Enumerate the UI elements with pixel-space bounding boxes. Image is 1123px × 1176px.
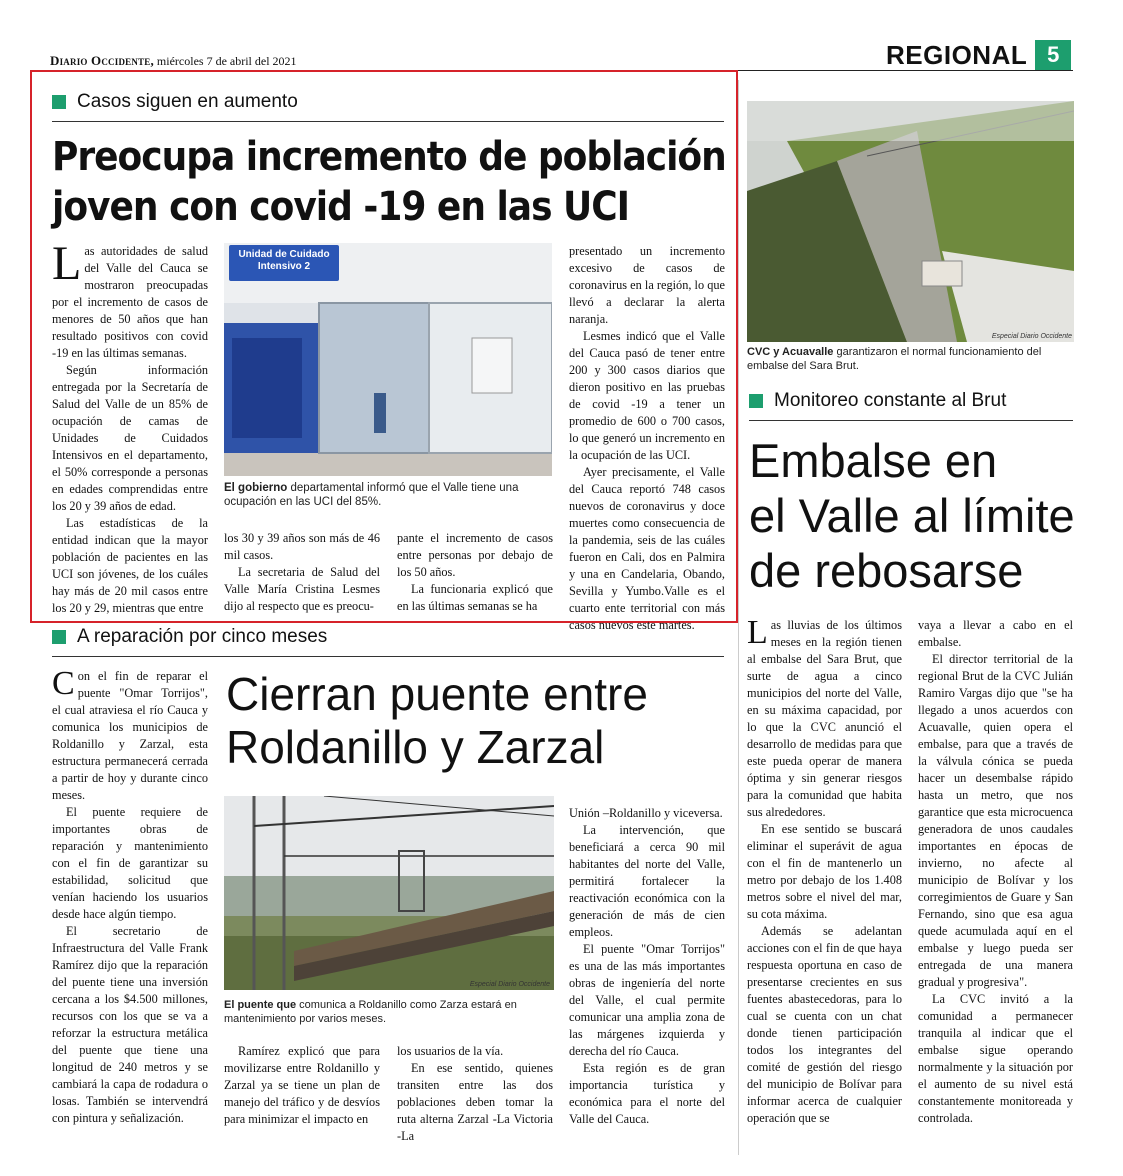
story1-caption-lead: El gobierno bbox=[224, 482, 288, 494]
kicker-square-icon bbox=[52, 630, 66, 644]
kicker-square-icon bbox=[749, 394, 763, 408]
column-rule bbox=[738, 80, 739, 1155]
section-label: REGIONAL bbox=[886, 40, 1028, 70]
story3-caption-lead: CVC y Acuavalle bbox=[747, 346, 834, 358]
story3-c1p3: Además se adelantan acciones con el fin de que haya respuesta oportuna en caso de presentarse crecientes en sus fuentes abastecedoras, para lo cual se cuenta con un chat donde tienen participación todos los integrantes del comité de gestión del riesgo del municipio de Bolívar para informar acerca de cualquier operación que se bbox=[747, 924, 902, 1125]
story1-headline-line1: Preocupa incremento de población bbox=[52, 134, 726, 180]
story1-col4 bbox=[569, 243, 725, 634]
story2-col3 bbox=[397, 1043, 553, 1145]
story1-c3p2: La funcionaria explicó que en las últimas semanas se ha bbox=[397, 582, 553, 613]
story1-kicker bbox=[52, 91, 298, 113]
story2-c1p3: El secretario de Infraestructura del Valle Frank Ramírez dijo que la reparación del puente tiene una inversión cercana a los $4.500 millones, recursos con los que se va a reforzar la estructura metálica del puente que tiene una longitud de 240 metros y se cambiará la capa de rodadura o losas. También se intervendrá con pintura y señalización. bbox=[52, 924, 208, 1125]
story1-photo bbox=[224, 243, 552, 476]
story2-photo-credit: Especial Diario Occidente bbox=[469, 981, 550, 988]
story1-kicker-rule bbox=[52, 121, 724, 122]
story3-caption bbox=[747, 345, 1074, 373]
story3-caption-text: garantizaron el normal funcionamiento del embalse del Sara Brut. bbox=[747, 346, 1042, 372]
story1-col3 bbox=[397, 530, 553, 615]
story1-caption bbox=[224, 481, 554, 509]
story3-c2p1: vaya a llevar a cabo en el embalse. bbox=[918, 618, 1073, 649]
story2-headline bbox=[226, 668, 648, 774]
story1-col1 bbox=[52, 237, 208, 617]
story2-headline-line2: Roldanillo y Zarzal bbox=[226, 721, 605, 773]
story1-c1p1: as autoridades de salud del Valle del Cauca se mostraron preocupadas por el incremento de casos de menores de 50 años que han resultado positivos con covid -19 en las últimas semanas. bbox=[52, 244, 208, 360]
story2-c4p2: La intervención, que beneficiará a cerca 90 mil habitantes del norte del Valle, permitirá fortalecer la reactivación económica con la generación de más de cien empleos. bbox=[569, 823, 725, 939]
story3-drop-cap: L bbox=[747, 614, 768, 651]
story3-c2p2: El director territorial de la regional Brut de la CVC Julián Ramiro Vargas dijo que "se ha llegado a unos acuerdos con Acuavalle, quien opera el embalse, para que a través de la válvula cónica se pueda hacer un desembalse rápido hasta un metro, que nos garantice que esta microcuenca generadora de unos caudales importantes en épocas de invierno, no afecte al municipio de Bolívar y los corregimientos de Guare y San Fernando, sino que esa agua quede acumulada aquí en el embalse y luego pueda ser entregada de una manera gradual y progresiva". bbox=[918, 652, 1073, 989]
story2-caption-text: comunica a Roldanillo como Zarza estará en mantenimiento por varios meses. bbox=[224, 999, 517, 1025]
photo-sign: Unidad de Cuidado Intensivo 2 bbox=[238, 249, 330, 272]
story2-c2p1: Ramírez explicó que para movilizarse entre Roldanillo y Zarzal ya se tiene un plan de manejo del tráfico y de desvíos para minimizar el impacto en bbox=[224, 1044, 380, 1126]
story2-caption bbox=[224, 998, 554, 1026]
story2-c4p4: Esta región es de gran importancia turística y económica para el norte del Valle del Cauca. bbox=[569, 1061, 725, 1126]
story2-kicker bbox=[52, 626, 327, 648]
story3-col1 bbox=[747, 614, 902, 1127]
story2-kicker-text: A reparación por cinco meses bbox=[77, 626, 328, 647]
story2-col1 bbox=[52, 665, 208, 1127]
story1-headline bbox=[52, 132, 726, 232]
story3-headline-line3: de rebosarse bbox=[749, 544, 1024, 597]
story1-c4p1: presentado un incremento excesivo de casos de coronavirus en la región, lo que llevó a declarar la alerta naranja. bbox=[569, 244, 725, 326]
story3-photo bbox=[747, 101, 1074, 342]
story3-c2p3: La CVC invitó a la comunidad a permanecer tranquila al indicar que el embalse sigue operando normalmente y la situación por el aumento de su nivel está constantemente monitoreada y controlada. bbox=[918, 992, 1073, 1125]
story2-photo bbox=[224, 796, 554, 990]
story3-col2 bbox=[918, 617, 1073, 1127]
story1-c4p2: Lesmes indicó que el Valle del Cauca pasó de tener entre 200 y 300 casos diarios que dieron positivo en las pruebas de covid -19 a tener un promedio de 600 o 700 casos, lo que generó un incremento en la ocupación de las UCI. bbox=[569, 329, 725, 462]
story2-col4 bbox=[569, 805, 725, 1128]
story3-photo-credit: Especial Diario Occidente bbox=[991, 333, 1072, 340]
story2-c1p2: El puente requiere de importantes obras de reparación y mantenimiento con el fin de garantizar su estabilidad, solicitud que venían haciendo los usuarios desde hace algún tiempo. bbox=[52, 805, 208, 921]
story1-c2p1: los 30 y 39 años son más de 46 mil casos. bbox=[224, 531, 380, 562]
story3-headline-line1: Embalse en bbox=[749, 434, 998, 487]
story1-c3p1: pante el incremento de casos entre personas por debajo de los 50 años. bbox=[397, 531, 553, 579]
story3-c1p1: as lluvias de los últimos meses en la región tienen al embalse del Sara Brut, que surte de agua a cinco municipios del norte del Valle, en su máxima capacidad, por lo que la CVC anunció el desarrollo de medidas para que este pueda operar de manera óptima y sin generar riesgos para la comunidad que habita sus alrededores. bbox=[747, 618, 902, 819]
story3-kicker-rule bbox=[749, 420, 1073, 421]
kicker-square-icon bbox=[52, 95, 66, 109]
story1-drop-cap: L bbox=[52, 237, 82, 290]
story1-c1p2: Según información entregada por la Secretaría de Salud del Valle de un 85% de ocupación de camas de Unidades de Cuidados Intensivos en el departamento, el 50% corresponde a personas en edades comprendidas entre los 20 y 39 años de edad. bbox=[52, 363, 208, 513]
paper-name: Diario Occidente, bbox=[50, 53, 154, 68]
story1-c2p2: La secretaria de Salud del Valle María Cristina Lesmes dijo al respecto que es preocu- bbox=[224, 565, 380, 613]
story1-col2 bbox=[224, 530, 380, 615]
section-header bbox=[886, 40, 1071, 70]
story3-headline-line2: el Valle al límite bbox=[749, 489, 1075, 542]
story1-caption-text: departamental informó que el Valle tiene una ocupación en las UCI del 85%. bbox=[224, 482, 519, 508]
edition-date: miércoles 7 de abril del 2021 bbox=[156, 54, 297, 68]
story1-c4p3: Ayer precisamente, el Valle del Cauca reportó 748 casos nuevos de coronavirus y doce muertes como consecuencia de la pandemia, seis de las cuáles fueron en Cali, dos en Palmira y una en Candelaria, Obando, Sevilla y Yumbo.Valle es el cuarto ente territorial con más casos nuevos este martes. bbox=[569, 465, 725, 632]
story2-c3p1: los usuarios de la vía. bbox=[397, 1044, 504, 1058]
story2-drop-cap: C bbox=[52, 665, 75, 702]
story3-kicker-text: Monitoreo constante al Brut bbox=[774, 390, 1007, 411]
story2-headline-line1: Cierran puente entre bbox=[226, 668, 648, 720]
story2-kicker-rule bbox=[52, 656, 724, 657]
story2-c3p2: En ese sentido, quienes transiten entre las dos poblaciones deben tomar la ruta alterna Zarzal -La Victoria -La bbox=[397, 1061, 553, 1143]
story1-c1p3: Las estadísticas de la entidad indican que la mayor población de pacientes en las UCI son jóvenes, de los cuáles hay más de 20 mil casos entre los 20 y 29, mientras que entre bbox=[52, 516, 208, 615]
story3-headline bbox=[749, 433, 1075, 598]
story3-kicker bbox=[749, 390, 1006, 412]
masthead bbox=[50, 53, 297, 69]
story2-col2 bbox=[224, 1043, 380, 1128]
story1-headline-line2: joven con covid -19 en las UCI bbox=[52, 184, 630, 230]
story2-caption-lead: El puente que bbox=[224, 999, 297, 1011]
story2-c4p3: El puente "Omar Torrijos" es una de las más importantes obras de ingeniería del norte del Valle, el cual permite comunicar una amplia zona de las márgenes izquierda y derecha del río Cauca. bbox=[569, 942, 725, 1058]
story2-c4p1: Unión –Roldanillo y viceversa. bbox=[569, 806, 723, 820]
story3-c1p2: En ese sentido se buscará eliminar el superávit de agua con el fin de mantenerlo un metro por debajo de los 1.408 metros sobre el nivel del mar, su cota máxima. bbox=[747, 822, 902, 921]
page-number: 5 bbox=[1035, 40, 1071, 70]
story1-kicker-text: Casos siguen en aumento bbox=[77, 91, 298, 112]
story2-c1p1: on el fin de reparar el puente "Omar Torrijos", el cual atraviesa el río Cauca y comunica los municipios de Roldanillo y Zarzal, esta estructura permanecerá cerrada a partir de hoy y durante cinco meses. bbox=[52, 669, 208, 802]
